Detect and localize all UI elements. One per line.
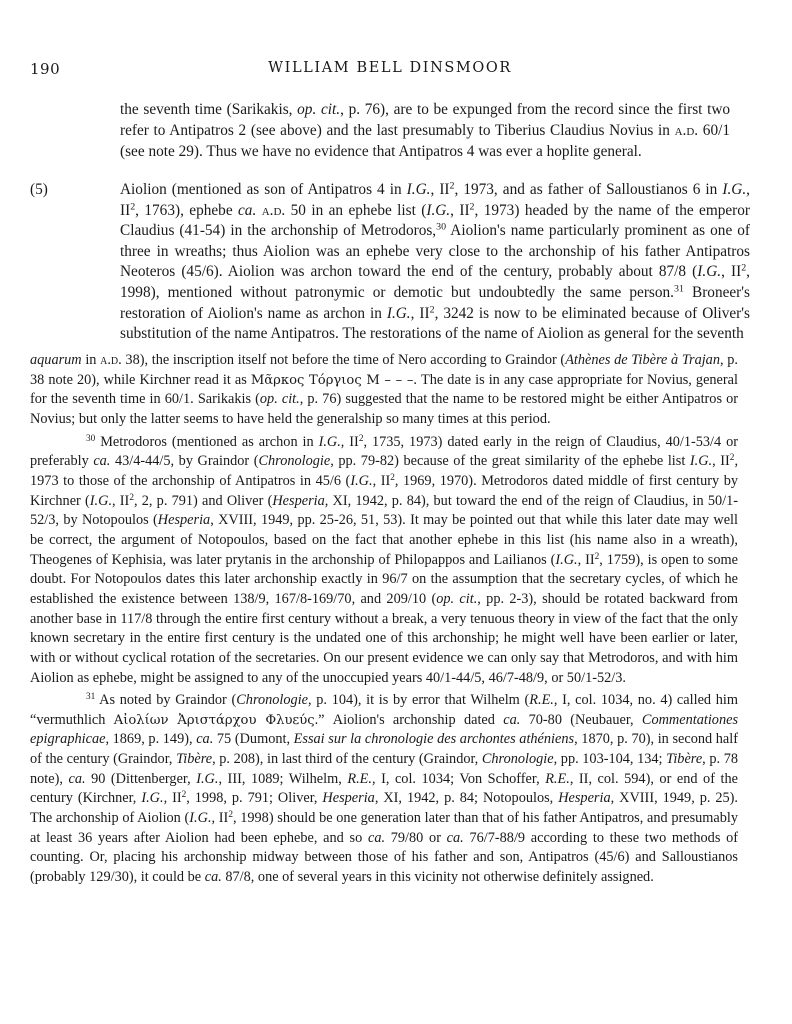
text-run: , XVIII, 1949, p. 25). The archonship of Aiolion (	[30, 790, 739, 827]
superscript: 2	[181, 790, 187, 801]
greek-run: Μᾶρκος Τόργιος Μ – – –	[250, 372, 414, 388]
text-run: 90 (Dittenberger,	[85, 770, 197, 787]
italic-run: I.G.	[318, 433, 341, 450]
text-run: Aiolion (mentioned as son of Antipatros 4 in	[120, 181, 407, 198]
superscript: 2	[429, 304, 435, 316]
small-caps-run: a.d.	[674, 122, 699, 139]
text-run: the seventh time (Sarikakis,	[120, 101, 298, 118]
text-run: 43/4-44/5, by Graindor (	[110, 453, 259, 470]
italic-run: I.G.	[406, 181, 431, 198]
superscript: 2	[228, 809, 233, 820]
text-run: 38), the inscription itself not before the time of Nero according to Graindor (	[121, 352, 566, 368]
text-run: . The date is in any case appropriate for Novius, general for the seventh time in 60/1. Sarikakis (	[30, 371, 738, 408]
text-run: Metrodoros (mentioned as archon in	[95, 433, 319, 450]
section-label: (5)	[30, 181, 48, 198]
text-run: , XI, 1942, p. 84), but toward the end of the reign of Claudius, in 50/1-52/3, by Notopoulos (	[30, 492, 738, 529]
small-caps-run: a.d.	[100, 352, 122, 368]
italic-run: I.G.	[196, 770, 219, 787]
text-run: , II	[372, 472, 391, 489]
text-run: 76/7-88/9 according to these two methods of counting. Or, placing his archonship midway between those of his father and son, Antipatros (45/6) and Salloustianos (probably 129/30), it could be	[30, 829, 739, 886]
small-caps-run: a.d.	[261, 201, 286, 219]
superscript: 2	[741, 262, 747, 274]
italic-run: ca.	[204, 869, 222, 886]
text-run: , p. 104), it is by error that Wilhelm (	[308, 692, 530, 709]
text-run: , II, col. 594), or end of the century (Kirchner,	[30, 770, 738, 807]
text-run: , 1998, p. 791; Oliver,	[186, 790, 323, 807]
text-run: , 1735, 1973) dated early in the reign of Claudius, 40/1-53/4 or preferably	[30, 433, 739, 470]
text-run: , p. 78 note),	[30, 751, 738, 787]
text-run: , II	[211, 810, 229, 827]
italic-run: Athènes de Tibère à Trajan	[565, 352, 720, 368]
superscript: 2	[358, 433, 364, 444]
italic-run: Chronologie	[258, 453, 331, 470]
text-run: , 1763), ephebe	[135, 201, 239, 219]
italic-run: I.G.	[426, 201, 451, 219]
text-run: , pp. 79-82) because of the great similarity of the ephebe list	[330, 453, 690, 470]
italic-run: ca.	[68, 770, 86, 787]
italic-run: I.G.	[141, 790, 164, 807]
text-run: , 1973) headed by the name of the emperor Claudius (41-54) in the archonship of Metrodoros,	[120, 201, 750, 240]
footnote-carryover	[30, 351, 738, 430]
italic-run: I.G.	[386, 304, 411, 322]
text-run: 79/80 or	[385, 829, 447, 846]
italic-run: Hesperia	[558, 790, 611, 807]
text-run: , III, 1089; Wilhelm,	[218, 770, 348, 787]
italic-run: I.G.	[697, 263, 722, 281]
italic-run: ca.	[367, 829, 386, 846]
italic-run: Hesperia	[322, 790, 375, 807]
italic-run: op. cit.	[297, 101, 341, 118]
text-run: , 1869, p. 149),	[105, 731, 197, 748]
text-run: , II	[450, 201, 470, 219]
text-run: 60/1 (see note 29). Thus we have no evidence that Antipatros 4 was ever a hoplite general.	[120, 122, 730, 160]
italic-run: Commentationes epigraphicae	[30, 711, 739, 748]
text-run: , II	[430, 181, 450, 198]
italic-run: ca.	[238, 201, 257, 219]
italic-run: R.E.	[545, 770, 570, 787]
superscript: 2	[130, 201, 136, 213]
text-run: , 1998) should be one generation later than that of his father Antipatros, and presumably at least 36 years after Aiolion had been ephebe, and so	[30, 810, 739, 846]
page-number: 190	[30, 60, 61, 78]
text-run: , 1969, 1970). Metrodoros dated middle of first century by Kirchner (	[30, 472, 738, 509]
text-run: , II	[721, 263, 742, 281]
italic-run: I.G.	[555, 551, 578, 568]
italic-run: ca.	[93, 453, 111, 470]
text-run: , II	[577, 551, 595, 568]
text-run: 75 (Dumont,	[213, 731, 294, 748]
italic-run: ca.	[446, 829, 464, 846]
text-run: , pp. 2-3), should be rotated backward from another base in 117/8 through the entire first century without a break, a very tenuous theory in view of the fact that the only known secretary in the entire first century is the undated one of this archonship; he might well have been earlier or later, with or without cyclical rotation of the secretaries. On our present evidence we can only say that Metrodoros, and with him Aiolion as ephebe, might be assigned to any of the unoccupied years 40/1-44/5, 46/7-48/9, or 50/1-52/3.	[30, 590, 739, 686]
text-run: , XI, 1942, p. 84; Notopoulos,	[374, 790, 559, 807]
text-run: , 3242 is now to be eliminated because of Oliver's substitution of the name Antipatros. The restorations of the name of Aiolion as general for the seventh	[120, 304, 750, 343]
text-run: , II	[712, 453, 730, 470]
italic-run: R.E.	[347, 770, 372, 787]
italic-run: Hesperia	[157, 512, 211, 529]
footnote-number: 30	[86, 433, 96, 444]
italic-run: I.G.	[89, 492, 113, 509]
footnote-31	[30, 691, 738, 888]
italic-run: Essai sur la chronologie des archontes athéniens	[293, 731, 575, 748]
text-run: 70-80 (Neubauer,	[520, 711, 642, 728]
italic-run: I.G.	[689, 453, 713, 470]
superscript: 2	[594, 551, 600, 562]
text-run: Aiolion's name particularly prominent as one of three in wreaths; thus Aiolion was an ephebe very close to the archonship of his father Antipatros Neoteros (45/6). Aiolion was archon toward the end of the century, probably about 87/8 (	[120, 222, 751, 281]
footnote-ref-30[interactable]: 30	[436, 221, 447, 233]
italic-run: Tibère	[176, 751, 213, 768]
superscript: 2	[129, 492, 134, 503]
text-run: , 1998), mentioned without patronymic or demotic but undoubtedly the same person.	[120, 263, 750, 301]
text-run: , pp. 103-104, 134;	[553, 751, 667, 768]
italic-run: aquarum	[30, 352, 82, 368]
footnotes	[30, 351, 738, 891]
italic-run: Chronologie	[236, 692, 309, 709]
text-run: , I, col. 1034; Von Schoffer,	[371, 770, 546, 787]
italic-run: I.G.	[350, 472, 373, 489]
superscript: 2	[469, 201, 475, 213]
numbered-section-5	[30, 180, 750, 345]
text-run: , p. 76) suggested that the name to be restored might be either Antipatros or Novius; but only the latter seems to have held the generalship so many times at this period.	[30, 391, 739, 427]
italic-run: R.E.	[529, 692, 554, 709]
text-run: , II	[410, 304, 430, 322]
superscript: 2	[729, 453, 735, 464]
text-run: As noted by Graindor (	[95, 692, 237, 709]
superscript: 2	[449, 180, 455, 192]
text-run: , II	[120, 181, 750, 219]
footnote-ref-31[interactable]: 31	[674, 283, 684, 295]
text-run: , I, col. 1034, no. 4) called him “vermuthlich	[30, 692, 738, 728]
section-5-text	[30, 180, 750, 345]
text-run: , II	[163, 790, 182, 807]
continuation-paragraph	[120, 99, 730, 162]
text-run: .” Aiolion's archonship dated	[314, 711, 504, 728]
running-head: WILLIAM BELL DINSMOOR	[268, 60, 512, 76]
footnote-number: 31	[86, 692, 96, 703]
text-run: , 2, p. 791) and Oliver (	[133, 492, 273, 509]
italic-run: Hesperia	[272, 492, 325, 509]
text-run: , 1759), is open to some doubt. For Notopoulos dates this later archonship exactly in 96/7 on the assumption that the secretary cycles, of which he established the existence between 138/9, 167/8-169/70, and 209/10 (	[30, 551, 738, 607]
italic-run: ca.	[196, 731, 214, 748]
text-run: , 1870, p. 70), in second half of the century (Graindor,	[30, 731, 739, 768]
text-run: in	[81, 352, 101, 368]
italic-run: Chronologie	[481, 751, 554, 768]
greek-run: Αἰολίων Ἀριστάρχου Φλυεύς	[113, 712, 315, 728]
text-run: , 1973 to those of the archonship of Antipatros in 45/6 (	[30, 453, 739, 489]
text-run: Broneer's restoration of Aiolion's name as archon in	[120, 283, 750, 322]
text-run: , p. 208), in last third of the century (Graindor,	[212, 751, 482, 768]
text-run: 87/8, one of several years in this vicinity not otherwise definitely assigned.	[221, 869, 654, 886]
text-run: , II	[340, 433, 359, 450]
italic-run: I.G.	[722, 181, 747, 198]
italic-run: op. cit.	[436, 590, 478, 607]
text-run: , p. 76), are to be expunged from the record since the first two refer to Antipatros 2 (see above) and the last presumably to Tiberius Claudius Novius in	[120, 101, 731, 139]
page-header	[30, 60, 750, 84]
text-run: , II	[112, 492, 130, 509]
italic-run: op. cit.	[259, 391, 300, 408]
text-run: , 1973, and as father of Salloustianos 6 in	[454, 181, 723, 198]
footnote-30	[30, 433, 738, 689]
italic-run: I.G.	[189, 810, 212, 827]
text-run: , XVIII, 1949, pp. 25-26, 51, 53). It may be pointed out that while this later date may well be correct, the argument of Notopoulos, based on the fact that another ephebe in this list (his name also in a wreath), Theogenes of Kephisia, was later prytanis in the archonship of Philopappos and Lailianos (	[30, 512, 739, 568]
italic-run: Tibère	[666, 751, 703, 768]
text-run: 50 in an ephebe list (	[285, 201, 427, 219]
superscript: 2	[390, 472, 395, 483]
italic-run: ca.	[503, 711, 521, 728]
text-run: , p. 38 note 20), while Kirchner read it as	[30, 352, 738, 388]
